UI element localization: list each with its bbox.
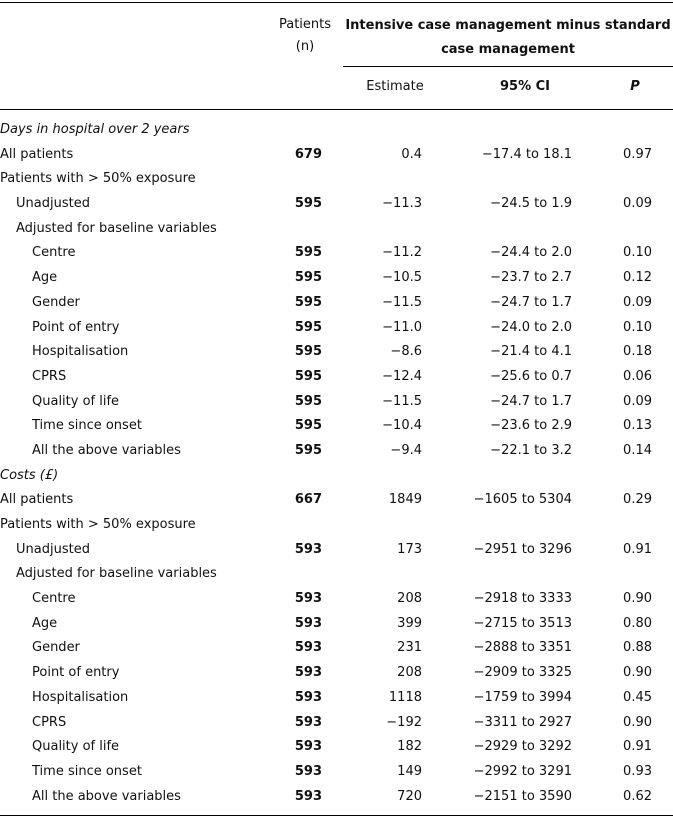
confidence-interval: −2992 to 3291 [473,763,572,779]
confidence-interval: −24.4 to 2.0 [490,245,572,261]
p-value: 0.09 [623,196,652,212]
row-label: Unadjusted [16,541,90,557]
p-value: 0.29 [623,492,652,508]
confidence-interval: −1759 to 3994 [473,689,572,705]
row-label: Adjusted for baseline variables [16,566,217,582]
p-value: 0.06 [623,368,652,384]
row-label: Point of entry [32,665,120,681]
row-label: CPRS [32,714,67,730]
p-value: 0.13 [623,418,652,434]
row-label: Costs (£) [0,467,59,483]
p-value: 0.88 [623,640,652,656]
row-label: All patients [0,146,74,162]
table-row [0,686,673,711]
confidence-interval: −17.4 to 18.1 [481,146,572,162]
row-label: Gender [32,640,80,656]
confidence-interval: −2929 to 3292 [473,739,572,755]
header-estimate: Estimate [366,79,424,94]
table-row [0,711,673,736]
estimate-value: 182 [397,739,422,755]
row-label: Days in hospital over 2 years [0,122,190,137]
row-label: CPRS [32,368,67,384]
row-label: Unadjusted [16,196,90,212]
confidence-interval: −25.6 to 0.7 [490,368,572,384]
estimate-value: −10.4 [382,418,422,434]
section-heading-row [0,118,673,143]
p-value: 0.12 [623,270,652,286]
estimate-value: 720 [397,788,422,804]
table-row [0,143,673,168]
estimate-value: −8.6 [390,344,422,360]
table-row [0,735,673,760]
estimate-value: −12.4 [382,368,422,384]
patients-count: 593 [294,615,322,631]
row-label: Point of entry [32,319,120,335]
estimate-value: −11.0 [382,319,422,335]
p-value: 0.91 [623,541,652,557]
table-row [0,266,673,291]
confidence-interval: −2715 to 3513 [473,615,572,631]
row-label: Time since onset [32,418,142,434]
patients-count: 679 [294,146,322,162]
confidence-interval: −21.4 to 4.1 [490,344,572,360]
header-bottom-rule [0,109,673,110]
estimate-value: −11.5 [382,294,422,310]
p-value: 0.80 [623,615,652,631]
table-row [0,414,673,439]
row-label: Quality of life [32,393,120,409]
p-value: 0.45 [623,689,652,705]
table-row [0,340,673,365]
header-patients: Patients (n) [278,17,332,54]
p-value: 0.14 [623,442,652,458]
patients-count: 595 [294,393,322,409]
confidence-interval: −2951 to 3296 [473,541,572,557]
header-intensive-vs-standard: Intensive case management minus standard case management [345,18,671,57]
p-value: 0.91 [623,739,652,755]
estimate-value: 208 [397,665,422,681]
confidence-interval: −24.7 to 1.7 [490,294,572,310]
patients-count: 595 [294,368,322,384]
table-row [0,390,673,415]
row-label: All the above variables [32,442,181,458]
confidence-interval: −3311 to 2927 [473,714,572,730]
table-row [0,167,673,192]
patients-count: 595 [294,245,322,261]
table-row [0,316,673,341]
table-row [0,439,673,464]
row-label: Hospitalisation [32,344,129,360]
table-row [0,538,673,563]
confidence-interval: −2888 to 3351 [473,640,572,656]
row-label: All the above variables [32,788,181,804]
table-row [0,587,673,612]
row-label: Gender [32,294,80,310]
p-value: 0.90 [623,665,652,681]
patients-count: 593 [294,541,322,557]
row-label: Age [32,270,58,286]
estimate-value: 173 [397,541,422,557]
confidence-interval: −24.7 to 1.7 [490,393,572,409]
row-label: Hospitalisation [32,689,129,705]
table-row [0,365,673,390]
patients-count: 593 [294,640,322,656]
p-value: 0.93 [623,763,652,779]
confidence-interval: −23.7 to 2.7 [490,270,572,286]
estimate-value: 0.4 [401,146,422,162]
patients-count: 595 [294,270,322,286]
confidence-interval: −2918 to 3333 [473,591,572,607]
confidence-interval: −24.5 to 1.9 [490,196,572,212]
table-row [0,661,673,686]
row-label: All patients [0,492,74,508]
confidence-interval: −24.0 to 2.0 [490,319,572,335]
table-row [0,636,673,661]
patients-count: 595 [294,319,322,335]
patients-count: 595 [294,418,322,434]
table-row [0,785,673,810]
patients-count: 593 [294,763,322,779]
row-label: Centre [32,245,76,261]
patients-count: 593 [294,788,322,804]
patients-count: 593 [294,714,322,730]
p-value: 0.97 [623,146,652,162]
p-value: 0.10 [623,319,652,335]
p-value: 0.90 [623,591,652,607]
estimate-value: 231 [397,640,422,656]
table-top-rule [0,2,673,3]
row-label: Age [32,615,58,631]
estimate-value: −192 [386,714,422,730]
header-span-rule [343,66,673,67]
table-body [0,118,673,809]
patients-count: 595 [294,344,322,360]
estimate-value: −11.3 [382,196,422,212]
estimate-value: 1849 [388,492,422,508]
patients-count: 595 [294,196,322,212]
patients-count: 593 [294,689,322,705]
p-value: 0.90 [623,714,652,730]
estimate-value: 149 [397,763,422,779]
row-label: Centre [32,591,76,607]
row-label: Patients with > 50% exposure [0,517,196,532]
p-value: 0.09 [623,393,652,409]
row-label: Time since onset [32,763,142,779]
confidence-interval: −22.1 to 3.2 [490,442,572,458]
confidence-interval: −1605 to 5304 [473,492,572,508]
patients-count: 593 [294,739,322,755]
patients-count: 593 [294,665,322,681]
table-row [0,241,673,266]
table-bottom-rule [0,815,673,816]
p-value: 0.10 [623,245,652,261]
table-row [0,760,673,785]
confidence-interval: −2909 to 3325 [473,665,572,681]
row-label: Quality of life [32,739,120,755]
confidence-interval: −2151 to 3590 [473,788,572,804]
patients-count: 595 [294,294,322,310]
table-row [0,291,673,316]
section-heading-row [0,464,673,489]
table-row [0,513,673,538]
estimate-value: 208 [397,591,422,607]
estimate-value: −11.2 [382,245,422,261]
estimate-value: −9.4 [390,442,422,458]
p-value: 0.18 [623,344,652,360]
p-value: 0.09 [623,294,652,310]
estimate-value: 399 [397,615,422,631]
table-row [0,562,673,587]
p-value: 0.62 [623,788,652,804]
table-row [0,612,673,637]
table-row [0,488,673,513]
estimate-value: 1118 [388,689,422,705]
header-95-ci: 95% CI [499,79,551,94]
patients-count: 593 [294,591,322,607]
table-row [0,192,673,217]
confidence-interval: −23.6 to 2.9 [490,418,572,434]
header-p-value: P [630,79,640,94]
table-row [0,217,673,242]
patients-count: 595 [294,442,322,458]
row-label: Patients with > 50% exposure [0,171,196,187]
estimate-value: −10.5 [382,270,422,286]
row-label: Adjusted for baseline variables [16,220,217,236]
patients-count: 667 [294,492,322,508]
estimate-value: −11.5 [382,393,422,409]
